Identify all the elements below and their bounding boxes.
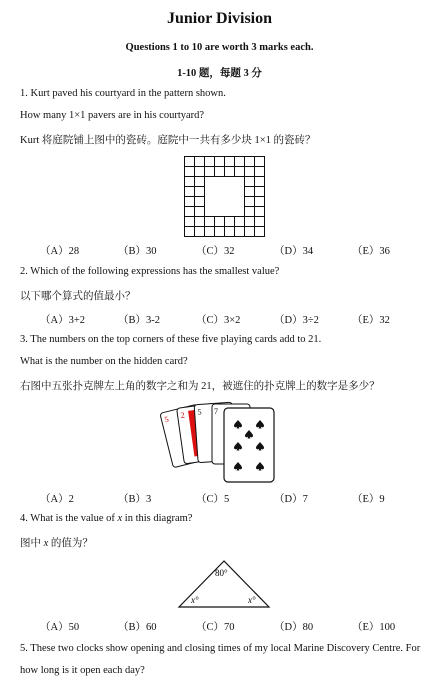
q3-options <box>40 491 430 506</box>
q1-option-c[interactable]: （C）32 <box>196 246 235 257</box>
q2-option-b[interactable]: （B）3-2 <box>118 315 160 326</box>
q1-line-2: How many 1×1 pavers are in his courtyard? <box>20 110 205 121</box>
angle-top-label: 80° <box>215 568 228 578</box>
q1-option-e[interactable]: （E）36 <box>352 246 390 257</box>
playing-card-hidden <box>224 408 274 482</box>
q5-line-2: how long is it open each day? <box>20 665 145 676</box>
q4-option-b[interactable]: （B）60 <box>118 622 157 633</box>
q4-option-c[interactable]: （C）70 <box>196 622 235 633</box>
q4-options <box>40 619 430 634</box>
q3-option-b[interactable]: （B）3 <box>118 494 152 505</box>
q5-line-1: 5. These two clocks show opening and closing times of my local Marine Discovery Centre. For <box>20 643 421 654</box>
q1-options <box>40 243 430 258</box>
q2-option-a[interactable]: （A）3+2 <box>40 315 86 326</box>
angle-right-label: x° <box>248 595 256 605</box>
q1-option-a[interactable]: （A）28 <box>40 246 80 257</box>
q2-option-d[interactable]: （D）3÷2 <box>274 315 319 326</box>
q2-options <box>40 312 430 327</box>
q4-option-d[interactable]: （D）80 <box>274 622 314 633</box>
q3-option-a[interactable]: （A）2 <box>40 494 74 505</box>
card-4-number: 7 <box>214 407 218 416</box>
q3-option-c[interactable]: （C）5 <box>196 494 230 505</box>
q2-option-c[interactable]: （C）3×2 <box>196 315 241 326</box>
playing-cards-figure <box>163 400 280 486</box>
subtitle-chinese: 1-10 题，每题 3 分 <box>177 68 262 79</box>
q2-option-e[interactable]: （E）32 <box>352 315 390 326</box>
q1-option-b[interactable]: （B）30 <box>118 246 157 257</box>
q2-line-1: 2. Which of the following expressions has the smallest value? <box>20 266 280 277</box>
q1-line-1: 1. Kurt paved his courtyard in the pattern shown. <box>20 88 226 99</box>
q2-line-2: 以下哪个算式的值最小？ <box>20 291 136 302</box>
q3-option-e[interactable]: （E）9 <box>352 494 385 505</box>
q4-option-a[interactable]: （A）50 <box>40 622 80 633</box>
q1-option-d[interactable]: （D）34 <box>274 246 314 257</box>
q4-line-2: 图中 x 的值为？ <box>20 538 93 549</box>
card-2-number: 2 <box>180 410 186 420</box>
q3-option-d[interactable]: （D）7 <box>274 494 308 505</box>
paver-grid-figure <box>184 156 265 237</box>
page-title: Junior Division <box>166 10 273 27</box>
card-1-number: 5 <box>163 414 170 425</box>
card-3-number: 5 <box>197 407 202 417</box>
q3-line-2: What is the number on the hidden card? <box>20 356 188 367</box>
q1-line-3: Kurt 将庭院铺上图中的瓷砖。庭院中一共有多少块 1×1 的瓷砖？ <box>20 135 316 146</box>
subtitle-english: Questions 1 to 10 are worth 3 marks each. <box>125 42 314 53</box>
angle-left-label: x° <box>191 595 199 605</box>
triangle-figure <box>176 558 272 610</box>
q4-option-e[interactable]: （E）100 <box>352 622 396 633</box>
q4-line-1: 4. What is the value of x in this diagram? <box>20 513 193 524</box>
q3-line-3: 右图中五张扑克牌左上角的数字之和为 21，被遮住的扑克牌上的数字是多少？ <box>20 381 380 392</box>
q3-line-1: 3. The numbers on the top corners of these five playing cards add to 21. <box>20 334 322 345</box>
